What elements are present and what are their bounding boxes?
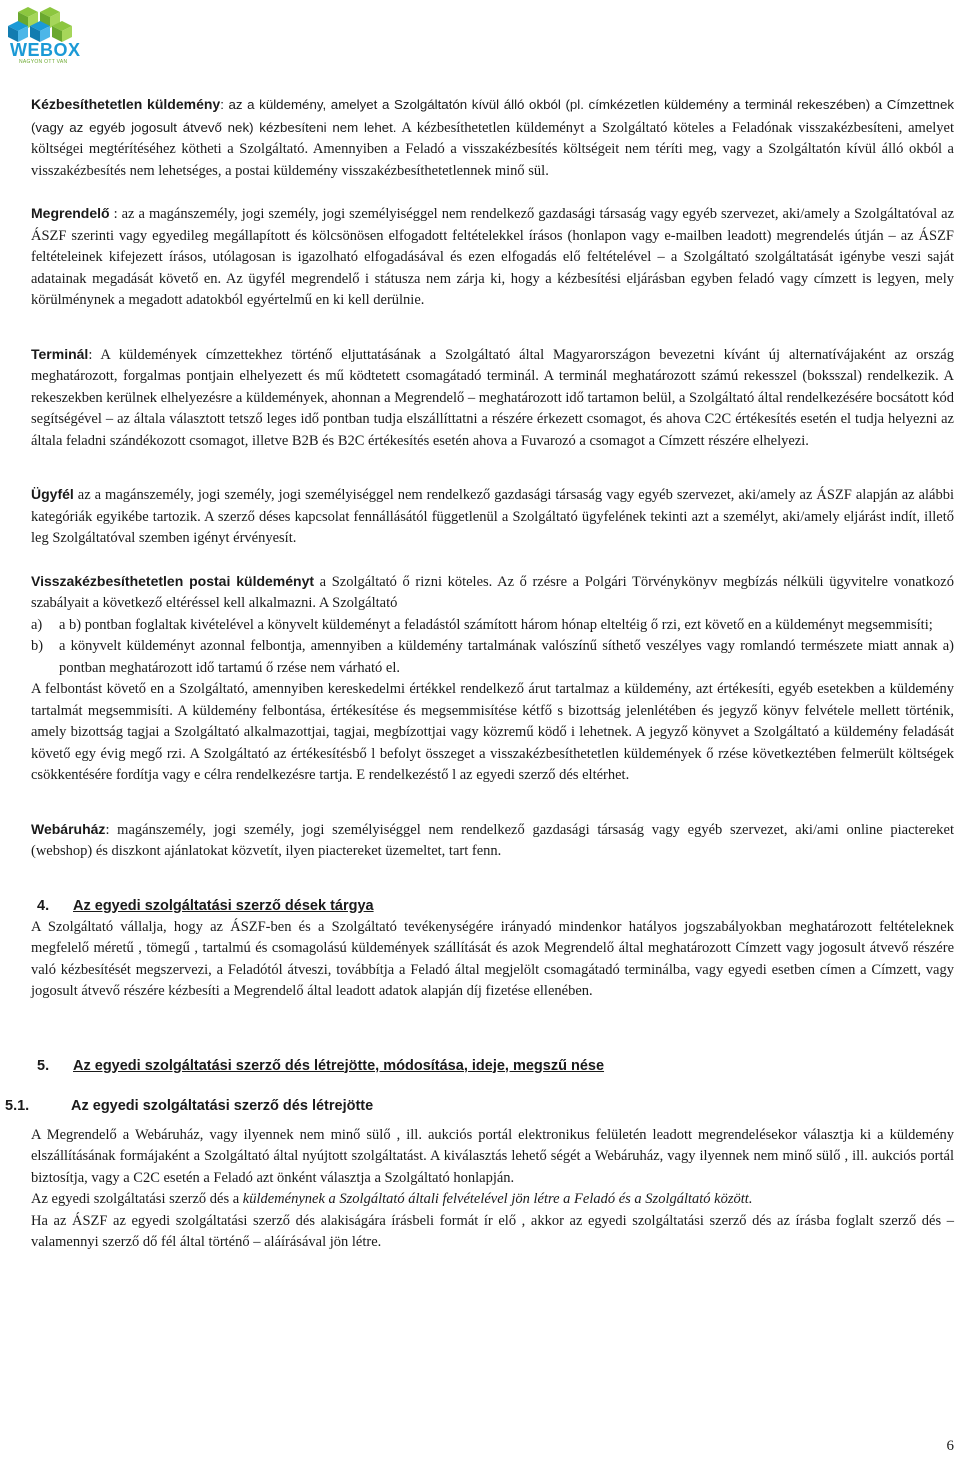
section-title: Az egyedi szolgáltatási szerző dés létrejötte, módosítása, ideje, megszű nése [73,1057,605,1074]
logo-tagline: NAGYON OTT VAN [19,59,68,65]
paragraph-text: Az egyedi szolgáltatási szerző dés a [31,1191,243,1207]
term-label: Kézbesíthetetlen küldemény [31,96,221,112]
subsection-paragraph: A Megrendelő a Webáruház, vagy ilyennek nem minő sülő , ill. aukciós portál elektronikus felületén leadott megrendelésekor választja ki a küldemény elszállításának formájaként a Szolgáltató által nyújtott szolgáltatást. A kiválasztás lehető ségét a Webáruház, vagy ilyennek nem minő sülő , ill. aukciós portál biztosítja, vagy a C2C esetén a Feladó azt önként választja a Szolgáltató honlapján. [31,1126,954,1186]
section-number: 5. [37,1057,50,1074]
definition-text: : magánszemély, jogi személy, jogi személyiséggel nem rendelkező gazdasági társaság vagy egyéb szervezet, aki/ami online piactereket (webshop) és diszkont ajánlatokat közvetít, ilyen piactereket üzemeltet, tart fenn. [31,821,954,859]
paragraph-visszakezbesithetetlen [31,571,954,615]
section-title: Az egyedi szolgáltatási szerző dések tárgya [73,897,374,914]
subsection-heading [5,1095,954,1117]
list-marker: b) [31,638,44,654]
term-label: Ügyfél [31,486,74,502]
list-text: a könyvelt küldeményt azonnal felbontja, amennyiben a küldemény tartalmának valószínű síthető veszélyes vagy romlandó természete miatt annak a) pontban meghatározott idő tartamú ő rzése nem várható el. [59,638,954,676]
term-label: Webáruház [31,820,106,837]
definition-text: : az a küldemény, amelyet a Szolgáltatón kívül álló okból (pl. címkézetlen küldemény a terminál rekeszében) a Címzettnek (vagy az egyéb jogosult átvevő nek) kézbesíteni nem lehet. [31,97,954,135]
paragraph-continuation: A felbontást követő en a Szolgáltató, amennyiben kereskedelmi értékkel rendelkező árut tartalmaz a küldemény, azt értékesíti, egyéb esetekben a küldemény tartalmát megsemmisíti. A küldemény felbontása, értékesítése és megsemmisítése kétfő s bizottság jelenlétében és jegyző könyv felvétele mellett történik, amely bizottság tagjai a Szolgáltató alkalmazottjai, tagjai, megbízottjai vagy közremű ködő i lehetnek. A jegyző könyvet a Szolgáltató a küldemény feladását követő egy évig megő rzi. A Szolgáltató az értékesítésbő l befolyt összeget a visszakézbesíthetetlen küldemények ő rzése következtében felmerült költségek csökkentésére fordítja vagy e célra rendelkezésre tartja. E rendelkezéstő l az egyedi szerző dés eltérhet. [31,681,954,783]
section-number: 4. [37,897,50,914]
term-label: Megrendelő [31,205,110,221]
page-number: 6 [946,1438,954,1454]
paragraph-megrendelo [31,203,954,312]
webox-logo [6,4,80,66]
logo-wordmark: WEBOX [10,40,81,60]
list-item [31,636,954,679]
definition-text: a Szolgáltató ő rizni köteles. Az ő rzésre a Polgári Törvénykönyv megbízás nélküli ügyvitelre vonatkozó szabályait a következő eltéréssel kell alkalmazni. A Szolgáltató [31,573,954,611]
list-text: a b) pontban foglaltak kivételével a könyvelt küldeményt a feladástól számított három hónap elteltéig ő rzi, ezt követő en a küldeményt megsemmisíti; [59,616,933,633]
paragraph-terminal [31,344,954,453]
subsection-title: Az egyedi szolgáltatási szerző dés létrejötte [71,1097,374,1114]
list-item [31,615,954,637]
term-label: Visszakézbesíthetetlen postai küldeményt [31,572,315,589]
subsection-number: 5.1. [5,1097,30,1114]
definition-text: : az a magánszemély, jogi személy, jogi személyiséggel nem rendelkező gazdasági társaság vagy egyéb szervezet, aki/amely a Szolgáltatóval az ÁSZF szerinti vagy egyedileg megállapított és kölcsönösen elfogadott feltételekkel írásos (honlapon vagy e-mailben leadott) megrendelés útján – az ÁSZF feltételeinek kifejezett írásos, utólagosan is igazolható elfogadásával és ezen elfogadás elő feltételével – a Szolgáltató szolgáltatását igénybe veszi saját adatainak megadását követő en. Az ügyfél megrendelő i státusza nem zárja ki, hogy a kézbesítési eljárásban egyben feladó vagy címzett is legyen, mely körülménynek a megadott adatokból egyértelmű en ki kell derülnie. [31,206,954,308]
definition-text: az a magánszemély, jogi személy, jogi személyiséggel nem rendelkező gazdasági társaság vagy egyéb szervezet, aki/amely az ÁSZF alapján az alábbi kategóriák egyikébe tartozik. A szerző déses kapcsolat fennállásától függetlenül a Szolgáltató ügyfelének tekinti azt a személyt, aki/amely eljárást indít, illető leg Szolgáltatóval szemben igényt érvényesít. [31,487,954,546]
section-text: A Szolgáltató vállalja, hogy az ÁSZF-ben és a Szolgáltató tevékenységére irányadó mindenkor hatályos jogszabályokban meghatározott feltételeknek megfelelő méretű , tömegű , tartalmú és csomagolású küldemények szállítását és azok Megrendelő által meghatározott Címzett vagy jogosult átvevő részére való kézbesítését megszervezi, a Feladótól átveszi, továbbítja a Feladó által megjelölt csomagátadó terminálba, vagy egyedi esetben címen a Címzett, vagy jogosult átvevő részére kézbesíti a Megrendelő által leadott adatok alapján díj fizetése ellenében. [31,918,954,999]
document-body [5,94,955,1254]
paragraph-ugyfel [31,484,954,550]
paragraph-kezbesithetetlen [31,94,954,182]
term-label: Terminál [31,345,89,362]
section-heading [31,895,954,917]
paragraph-webaruhaz [31,819,954,863]
subsection-paragraph [31,1189,954,1211]
section-heading [31,1055,954,1077]
definition-text: : A küldemények címzettekhez történő eljuttatásának a Szolgáltató által Magyarországon bevezetni kívánt új alternatívájaként az ország meghatározott, forgalmas pontjain elhelyezett és mű ködtetett csomagátadó terminál. A terminál meghatározott számú rekesszel (boksszal) rendelkezik. A rekeszekben kerülnek elhelyezésre a küldemények, ahonnan a Megrendelő – meghatározott idő tartamon belül, a Szolgáltató által rendelkezésére bocsátott kód segítségével – az általa választott tetsző leges idő pontban tudja elszállíttatni a részére érkezett csomagot, és ahova C2C értékesítés esetén el tudja helyezni az általa feladni szándékozott csomagot, illetve B2B és B2C értékesítés esetén ahova a Fuvarozó a csomagot a Címzett részére elhelyezi. [31,346,954,449]
subsection-paragraph: Ha az ÁSZF az egyedi szolgáltatási szerző dés alakiságára írásbeli formát ír elő , akkor az egyedi szolgáltatási szerző dés az írásba foglalt szerző dés – valamennyi szerző dő fél által történő – aláírásával jön létre. [31,1212,954,1250]
list-marker: a) [31,616,43,633]
paragraph-italic-text: küldeménynek a Szolgáltató általi felvételével jön létre a Feladó és a Szolgáltató között. [242,1191,753,1207]
definition-text-serif: A kézbesíthetetlen küldeményt a Szolgáltató köteles a Feladónak visszakézbesíteni, amelyet költségei megtérítéséhez kötheti a Szolgáltató. Amennyiben a Feladó a visszakézbesítés költségeit nem téríti meg, vagy a Szolgáltatón kívül álló okból a visszakézbesítés nem lehetséges, a postai küldemény visszakézbesíthetetlennek minő sül. [31,119,955,179]
